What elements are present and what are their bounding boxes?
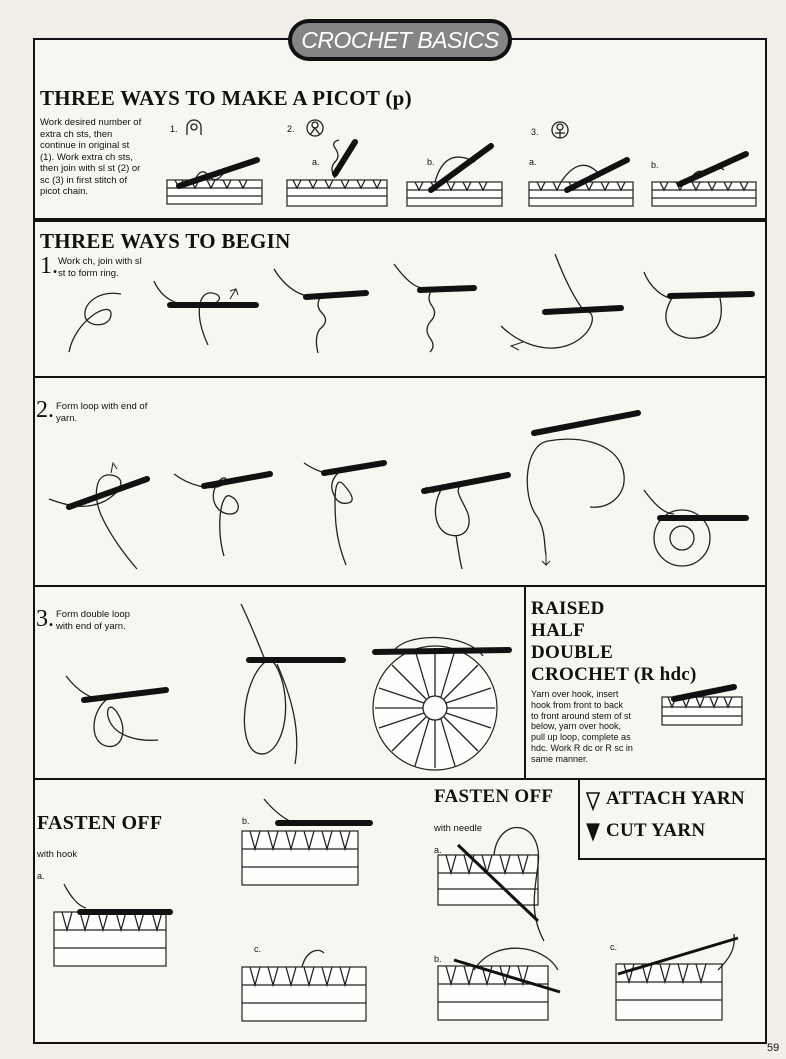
divider-picot — [33, 218, 767, 222]
fasten-hook-label-c: c. — [254, 944, 262, 954]
method2-illustration-6 — [640, 480, 750, 575]
picot-symbol-1-icon — [184, 119, 204, 139]
fasten-hook-illustration-a — [50, 880, 175, 970]
method1-illustration-4 — [390, 260, 480, 355]
page-number: 59 — [767, 1042, 780, 1054]
fasten-needle-label-a: a. — [434, 845, 442, 855]
method2-illustration-4 — [410, 465, 515, 575]
fasten-off-needle-title: FASTEN OFF — [434, 786, 554, 807]
picot-sublabel-3b: b. — [651, 160, 659, 170]
picot-symbol-3-icon — [550, 121, 570, 141]
method2-text: Form loop with end of yarn. — [56, 401, 148, 424]
raised-hdc-title-line-3: DOUBLE — [531, 642, 614, 663]
method3-number: 3. — [36, 606, 54, 632]
picot-description: Work desired number of extra ch sts, then continue in original st (1). Work extra ch sts, then join with sl st (2) or sc (3) in first stitch of picot chain. — [40, 117, 142, 197]
picot-step-3: 3. — [531, 127, 539, 137]
method3-illustration-2 — [235, 600, 350, 770]
method3-illustration-3 — [365, 630, 515, 780]
method2-illustration-5 — [520, 405, 645, 570]
method1-illustration-1 — [65, 290, 125, 360]
picot-step-2: 2. — [287, 124, 295, 134]
filled-triangle-icon — [586, 823, 600, 841]
method1-illustration-2 — [150, 275, 260, 355]
method1-text: Work ch, join with sl st to form ring. — [58, 256, 142, 279]
fasten-off-hook-subtitle: with hook — [37, 849, 78, 860]
fasten-needle-illustration-b — [434, 940, 564, 1030]
fasten-needle-label-b: b. — [434, 954, 442, 964]
fasten-off-needle-subtitle: with needle — [434, 823, 483, 834]
begin-title: THREE WAYS TO BEGIN — [40, 229, 291, 253]
fasten-hook-illustration-c — [238, 945, 373, 1025]
picot-symbol-2-icon — [305, 119, 325, 139]
fasten-hook-label-a: a. — [37, 871, 45, 881]
picot-sublabel-3a: a. — [529, 157, 537, 167]
cut-yarn-label: CUT YARN — [606, 820, 706, 841]
attach-yarn-label: ATTACH YARN — [606, 788, 745, 809]
raised-hdc-title-line-2: HALF — [531, 620, 585, 641]
fasten-off-hook-title: FASTEN OFF — [37, 812, 163, 834]
divider-method1 — [33, 376, 767, 378]
method3-illustration-1 — [60, 670, 170, 755]
fasten-hook-label-b: b. — [242, 816, 250, 826]
open-triangle-icon — [586, 792, 600, 810]
picot-illustration-2b — [405, 140, 505, 210]
raised-hdc-text: Yarn over hook, insert hook from front to back to front around stem of st below, yarn over hook, pull up loop, complete as hdc. Work R dc or R sc in same manner. — [531, 689, 633, 764]
fasten-hook-illustration-b — [238, 795, 373, 890]
method1-illustration-6 — [640, 268, 760, 348]
method1-illustration-3 — [270, 265, 370, 355]
picot-illustration-2a — [285, 140, 390, 210]
picot-step-1: 1. — [170, 124, 178, 134]
picot-sublabel-2a: a. — [312, 157, 320, 167]
method2-illustration-2 — [170, 460, 275, 560]
fasten-needle-label-c: c. — [610, 942, 618, 952]
picot-illustration-3b — [650, 150, 760, 210]
raised-hdc-title — [531, 598, 697, 686]
method3-text: Form double loop with end of yarn. — [56, 609, 130, 632]
picot-illustration-1 — [165, 150, 265, 210]
method2-illustration-3 — [300, 455, 390, 570]
divider-raised-hdc — [524, 587, 526, 778]
picot-sublabel-2b: b. — [427, 157, 435, 167]
method1-illustration-5 — [495, 250, 625, 360]
picot-title: THREE WAYS TO MAKE A PICOT (p) — [40, 86, 412, 110]
picot-illustration-3a — [527, 150, 637, 210]
fasten-needle-illustration-a — [434, 825, 564, 945]
raised-hdc-title-line-4: CROCHET (R hdc) — [531, 664, 697, 685]
method2-number: 2. — [36, 397, 54, 423]
divider-method2 — [33, 585, 767, 587]
section-tab-title: CROCHET BASICS — [292, 23, 508, 57]
method1-number: 1. — [40, 253, 58, 279]
raised-hdc-illustration — [660, 683, 745, 728]
raised-hdc-title-line-1: RAISED — [531, 598, 605, 619]
method2-illustration-1 — [45, 465, 155, 575]
fasten-needle-illustration-c — [608, 930, 748, 1030]
section-tab — [288, 19, 512, 61]
